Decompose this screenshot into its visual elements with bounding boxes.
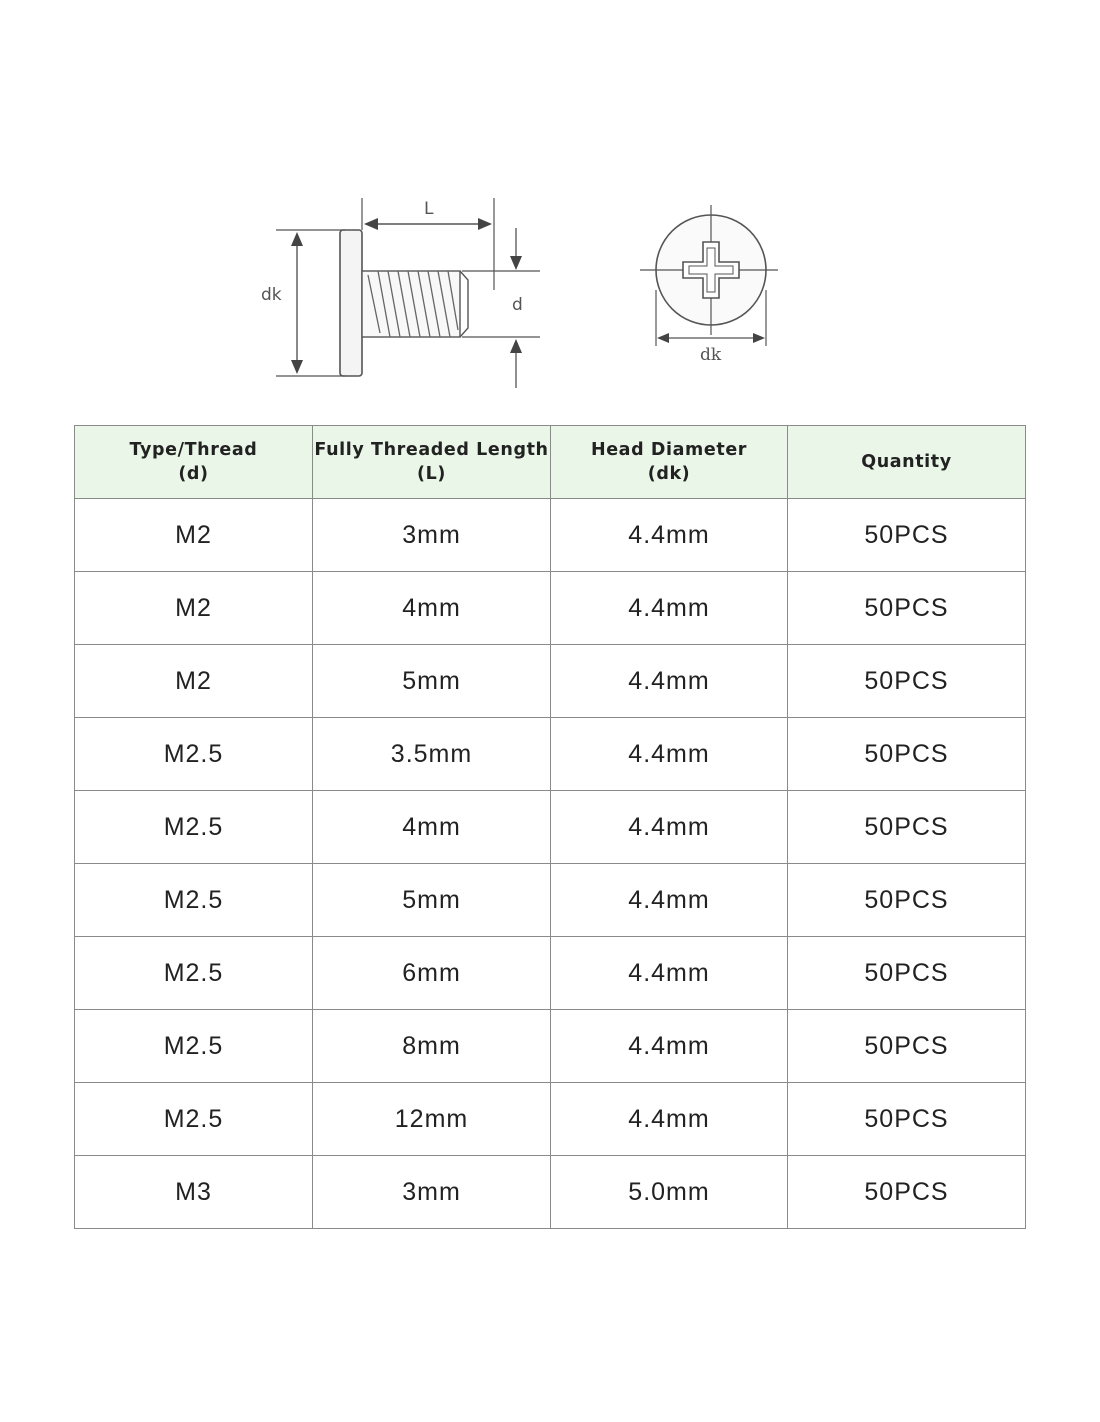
cell-head-diameter: 4.4mm: [551, 1010, 788, 1083]
table-row: [75, 1083, 1026, 1156]
cell-type-thread: M2.5: [75, 1083, 313, 1156]
screw-dimension-diagram: [0, 0, 1100, 420]
cell-type-thread: M2: [75, 645, 313, 718]
screw-shank: [362, 271, 460, 337]
cell-quantity: 50PCS: [788, 645, 1026, 718]
cell-quantity: 50PCS: [788, 1083, 1026, 1156]
cell-length: 5mm: [313, 864, 551, 937]
cell-quantity: 50PCS: [788, 1010, 1026, 1083]
cell-head-diameter: 4.4mm: [551, 499, 788, 572]
table-row: [75, 645, 1026, 718]
cell-head-diameter: 4.4mm: [551, 791, 788, 864]
cell-type-thread: M2: [75, 499, 313, 572]
table-row: [75, 791, 1026, 864]
cell-type-thread: M2.5: [75, 937, 313, 1010]
cell-quantity: 50PCS: [788, 1156, 1026, 1229]
cell-type-thread: M2: [75, 572, 313, 645]
cell-head-diameter: 4.4mm: [551, 1083, 788, 1156]
cell-type-thread: M2.5: [75, 718, 313, 791]
cell-length: 4mm: [313, 791, 551, 864]
cell-length: 3.5mm: [313, 718, 551, 791]
cell-head-diameter: 4.4mm: [551, 718, 788, 791]
table-row: [75, 572, 1026, 645]
label-dk-side: dk: [261, 285, 282, 305]
cell-type-thread: M2.5: [75, 1010, 313, 1083]
cell-type-thread: M2.5: [75, 864, 313, 937]
table-row: [75, 937, 1026, 1010]
table-row: [75, 499, 1026, 572]
cell-quantity: 50PCS: [788, 791, 1026, 864]
header-head-diameter: Head Diameter (dk): [551, 426, 788, 499]
table-header-row: [75, 426, 1026, 499]
cell-head-diameter: 4.4mm: [551, 645, 788, 718]
cell-length: 3mm: [313, 499, 551, 572]
cell-head-diameter: 4.4mm: [551, 572, 788, 645]
spec-table: [74, 425, 1026, 1229]
cell-quantity: 50PCS: [788, 499, 1026, 572]
cell-length: 5mm: [313, 645, 551, 718]
label-L: L: [424, 199, 434, 219]
cell-length: 3mm: [313, 1156, 551, 1229]
header-quantity: Quantity: [788, 426, 1026, 499]
label-dk-top: dk: [700, 345, 722, 365]
cell-type-thread: M2.5: [75, 791, 313, 864]
cell-length: 12mm: [313, 1083, 551, 1156]
cell-quantity: 50PCS: [788, 572, 1026, 645]
cell-type-thread: M3: [75, 1156, 313, 1229]
header-fully-threaded-length: Fully Threaded Length (L): [313, 426, 551, 499]
screw-top-view: [640, 205, 778, 346]
table-row: [75, 864, 1026, 937]
screw-side-view: [276, 198, 540, 388]
cell-length: 4mm: [313, 572, 551, 645]
cell-length: 6mm: [313, 937, 551, 1010]
cell-quantity: 50PCS: [788, 937, 1026, 1010]
header-type-thread: Type/Thread (d): [75, 426, 313, 499]
table-row: [75, 1010, 1026, 1083]
cell-head-diameter: 4.4mm: [551, 937, 788, 1010]
label-d: d: [512, 295, 523, 315]
cell-length: 8mm: [313, 1010, 551, 1083]
cell-quantity: 50PCS: [788, 718, 1026, 791]
table-row: [75, 718, 1026, 791]
cell-head-diameter: 4.4mm: [551, 864, 788, 937]
screw-head-side: [340, 230, 362, 376]
table-row: [75, 1156, 1026, 1229]
cell-quantity: 50PCS: [788, 864, 1026, 937]
cell-head-diameter: 5.0mm: [551, 1156, 788, 1229]
